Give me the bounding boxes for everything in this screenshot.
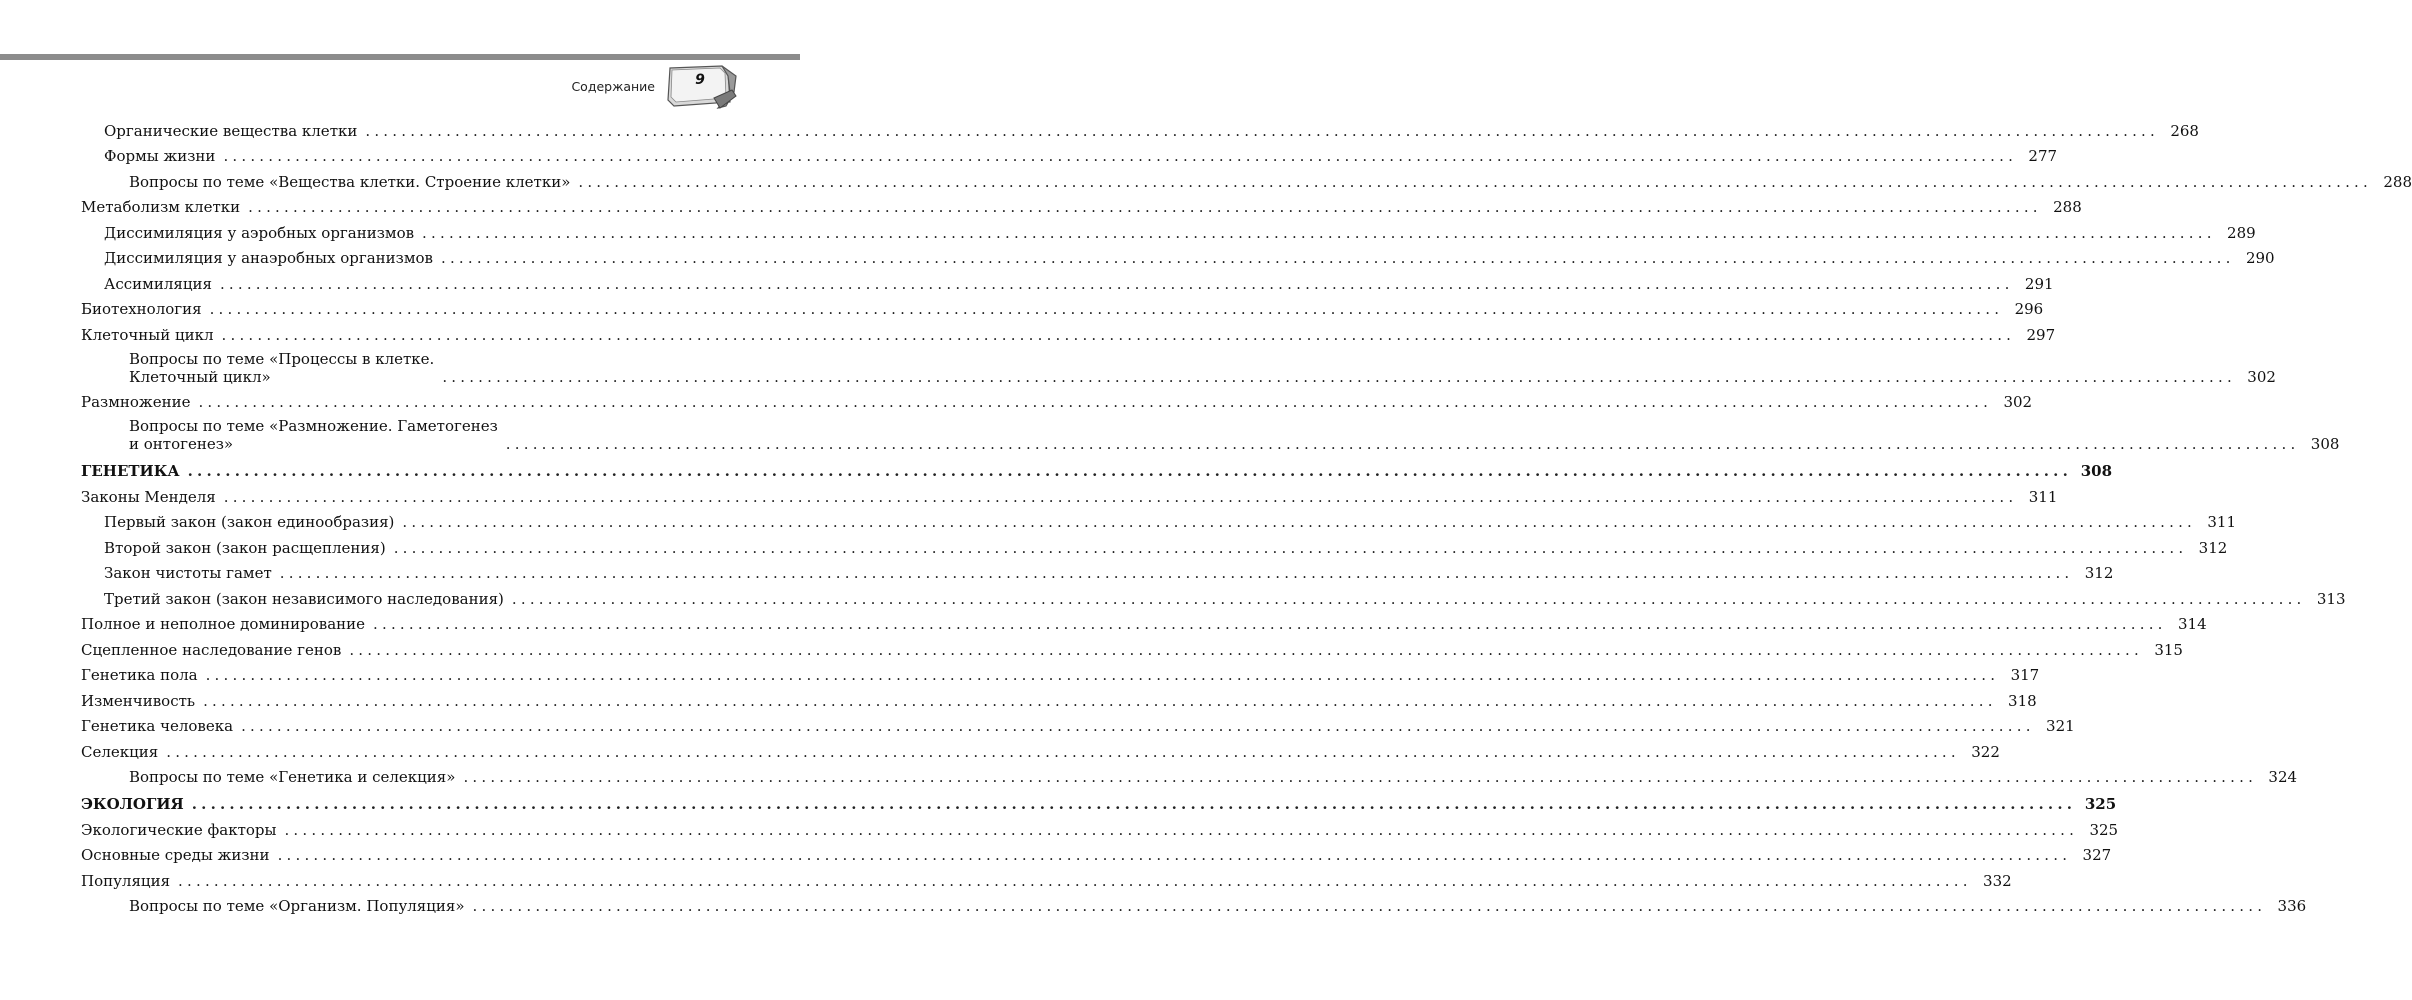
header-rule [0, 54, 800, 60]
toc-entry-page: 297 [2026, 325, 2056, 344]
toc-entry-page: 318 [2008, 691, 2037, 710]
toc-entry-title: Изменчивость [81, 691, 196, 710]
toc-entry [81, 710, 2075, 736]
toc-entry-title: Вопросы по теме «Вещества клетки. Строение клетки» [129, 172, 571, 191]
toc-entry-title: Селекция [81, 742, 159, 761]
toc-entry [81, 890, 2307, 916]
toc-dot-leader: ........................................................................................................................................................................................................ [402, 513, 2197, 531]
toc-entry-page: 277 [2028, 147, 2058, 165]
toc-dot-leader: ........................................................................................................................................................................................................ [166, 742, 1960, 761]
toc-entry-page: 288 [2053, 198, 2082, 216]
toc-entry [81, 411, 2340, 453]
toc-entry-page: 336 [2277, 897, 2307, 915]
toc-entry [81, 293, 2044, 319]
toc-dot-leader: ........................................................................................................................................................................................................ [223, 147, 2018, 165]
toc-entry-title: Первый закон (закон единообразия) [104, 513, 395, 531]
toc-entry-title: Вопросы по теме «Процессы в клетке. Клеточный цикл» [129, 349, 435, 386]
toc-dot-leader: ........................................................................................................................................................................................................ [178, 871, 1972, 890]
toc-entry-title: Биотехнология [81, 300, 202, 318]
toc-dot-leader: ........................................................................................................................................................................................................ [349, 640, 2143, 659]
toc-entry [81, 839, 2112, 865]
toc-entry [81, 506, 2237, 532]
toc-entry [81, 140, 2058, 166]
toc-entry [81, 114, 2199, 140]
toc-entry [81, 318, 2056, 344]
toc-entry-page: 314 [2178, 615, 2207, 633]
toc-entry-page: 291 [2024, 274, 2054, 293]
toc-dot-leader: ........................................................................................................................................................................................................ [279, 564, 2074, 582]
toc-dot-leader: ........................................................................................................................................................................................................ [284, 820, 2079, 839]
toc-entry [81, 242, 2275, 268]
toc-entry [81, 864, 2012, 890]
toc-entry-title: Метаболизм клетки [81, 198, 241, 216]
toc-entry [81, 267, 2054, 293]
toc-entry-title: Формы жизни [104, 147, 216, 165]
toc-entry [81, 531, 2228, 557]
page-number: 9 [695, 72, 705, 88]
toc-entry-page: 302 [2247, 367, 2276, 386]
toc-entry [81, 386, 2033, 412]
toc-entry-page: 313 [2316, 589, 2346, 608]
toc-entry [81, 191, 2082, 217]
toc-entry-page: 311 [2207, 513, 2237, 531]
toc-entry-title: Экологические факторы [81, 820, 277, 839]
toc-entry-title: Ассимиляция [104, 274, 212, 293]
toc-entry [81, 684, 2037, 710]
table-of-contents [81, 114, 2412, 915]
toc-entry [81, 735, 2000, 761]
toc-dot-leader: ........................................................................................................................................................................................................ [511, 589, 2306, 608]
toc-dot-leader: ........................................................................................................................................................................................................ [221, 325, 2016, 344]
running-header-title: Содержание [571, 79, 655, 94]
toc-entry-page: 324 [2268, 768, 2298, 786]
toc-dot-leader: ........................................................................................................................................................................................................ [463, 768, 2258, 786]
toc-entry-title: Вопросы по теме «Организм. Популяция» [129, 897, 465, 915]
toc-entry-title: Третий закон (закон независимого наследования) [104, 589, 504, 608]
toc-entry-page: 308 [2310, 435, 2340, 453]
toc-entry [81, 216, 2256, 242]
toc-entry [81, 608, 2207, 634]
toc-dot-leader: ........................................................................................................................................................................................................ [198, 393, 1993, 411]
toc-entry-page: 288 [2383, 172, 2412, 191]
toc-entry-title: Основные среды жизни [81, 846, 270, 864]
toc-entry-title: Диссимиляция у анаэробных организмов [104, 249, 433, 267]
toc-dot-leader: ........................................................................................................................................................................................................ [191, 795, 2077, 813]
toc-dot-leader: ........................................................................................................................................................................................................ [578, 172, 2372, 191]
toc-section-heading [81, 786, 2117, 813]
toc-entry-page: 312 [2198, 538, 2228, 557]
toc-entry-page: 268 [2170, 121, 2199, 140]
toc-dot-leader: ........................................................................................................................................................................................................ [241, 717, 2035, 735]
toc-entry [81, 165, 2412, 191]
toc-entry-title: Популяция [81, 871, 171, 890]
toc-dot-leader: ........................................................................................................................................................................................................ [505, 435, 2300, 453]
toc-entry-title: Второй закон (закон расщепления) [104, 538, 386, 557]
toc-entry [81, 659, 2040, 685]
toc-entry [81, 633, 2183, 659]
toc-dot-leader: ........................................................................................................................................................................................................ [205, 666, 2000, 684]
toc-dot-leader: ........................................................................................................................................................................................................ [373, 615, 2167, 633]
toc-entry [81, 761, 2298, 787]
toc-dot-leader: ........................................................................................................................................................................................................ [203, 691, 1997, 710]
toc-entry-title: Законы Менделя [81, 487, 216, 506]
toc-dot-leader: ........................................................................................................................................................................................................ [223, 487, 2018, 506]
toc-entry-page: 311 [2028, 487, 2058, 506]
toc-entry-title: Органические вещества клетки [104, 121, 358, 140]
toc-dot-leader: ........................................................................................................................................................................................................ [187, 462, 2073, 480]
toc-dot-leader: ........................................................................................................................................................................................................ [277, 846, 2072, 864]
toc-entry [81, 813, 2119, 839]
toc-entry-page: 289 [2227, 223, 2256, 242]
toc-entry-title: Закон чистоты гамет [104, 564, 272, 582]
toc-entry-page: 302 [2003, 393, 2033, 411]
toc-entry [81, 344, 2276, 386]
toc-entry-page: 290 [2245, 249, 2275, 267]
toc-entry-page: 321 [2046, 717, 2075, 735]
toc-entry-title: ГЕНЕТИКА [81, 462, 180, 480]
toc-entry-title: Генетика человека [81, 717, 234, 735]
toc-dot-leader: ........................................................................................................................................................................................................ [248, 198, 2042, 216]
toc-entry-page: 312 [2084, 564, 2114, 582]
toc-entry-page: 322 [1971, 742, 2000, 761]
toc-entry [81, 582, 2346, 608]
toc-entry-page: 332 [1983, 871, 2012, 890]
toc-entry [81, 480, 2058, 506]
toc-dot-leader: ........................................................................................................................................................................................................ [440, 249, 2235, 267]
toc-entry-page: 325 [2089, 820, 2119, 839]
toc-entry-title: Вопросы по теме «Размножение. Гаметогенез и онтогенез» [129, 417, 498, 453]
toc-section-heading [81, 453, 2113, 480]
toc-entry-page: 308 [2080, 462, 2113, 480]
toc-dot-leader: ........................................................................................................................................................................................................ [472, 897, 2267, 915]
toc-entry-page: 325 [2084, 795, 2117, 813]
toc-entry-page: 327 [2082, 846, 2112, 864]
toc-entry-title: Клеточный цикл [81, 325, 214, 344]
toc-dot-leader: ........................................................................................................................................................................................................ [209, 300, 2004, 318]
toc-entry [81, 557, 2114, 583]
toc-entry-title: Вопросы по теме «Генетика и селекция» [129, 768, 456, 786]
toc-dot-leader: ........................................................................................................................................................................................................ [442, 367, 2236, 386]
toc-entry-title: Размножение [81, 393, 191, 411]
toc-dot-leader: ........................................................................................................................................................................................................ [219, 274, 2014, 293]
toc-entry-title: ЭКОЛОГИЯ [81, 795, 184, 813]
toc-entry-title: Сцепленное наследование генов [81, 640, 342, 659]
toc-dot-leader: ........................................................................................................................................................................................................ [365, 121, 2159, 140]
toc-entry-title: Генетика пола [81, 666, 198, 684]
toc-dot-leader: ........................................................................................................................................................................................................ [393, 538, 2188, 557]
toc-entry-page: 296 [2014, 300, 2044, 318]
toc-entry-page: 315 [2154, 640, 2183, 659]
toc-entry-title: Диссимиляция у аэробных организмов [104, 223, 415, 242]
toc-entry-title: Полное и неполное доминирование [81, 615, 366, 633]
toc-entry-page: 317 [2010, 666, 2040, 684]
toc-dot-leader: ........................................................................................................................................................................................................ [422, 223, 2216, 242]
